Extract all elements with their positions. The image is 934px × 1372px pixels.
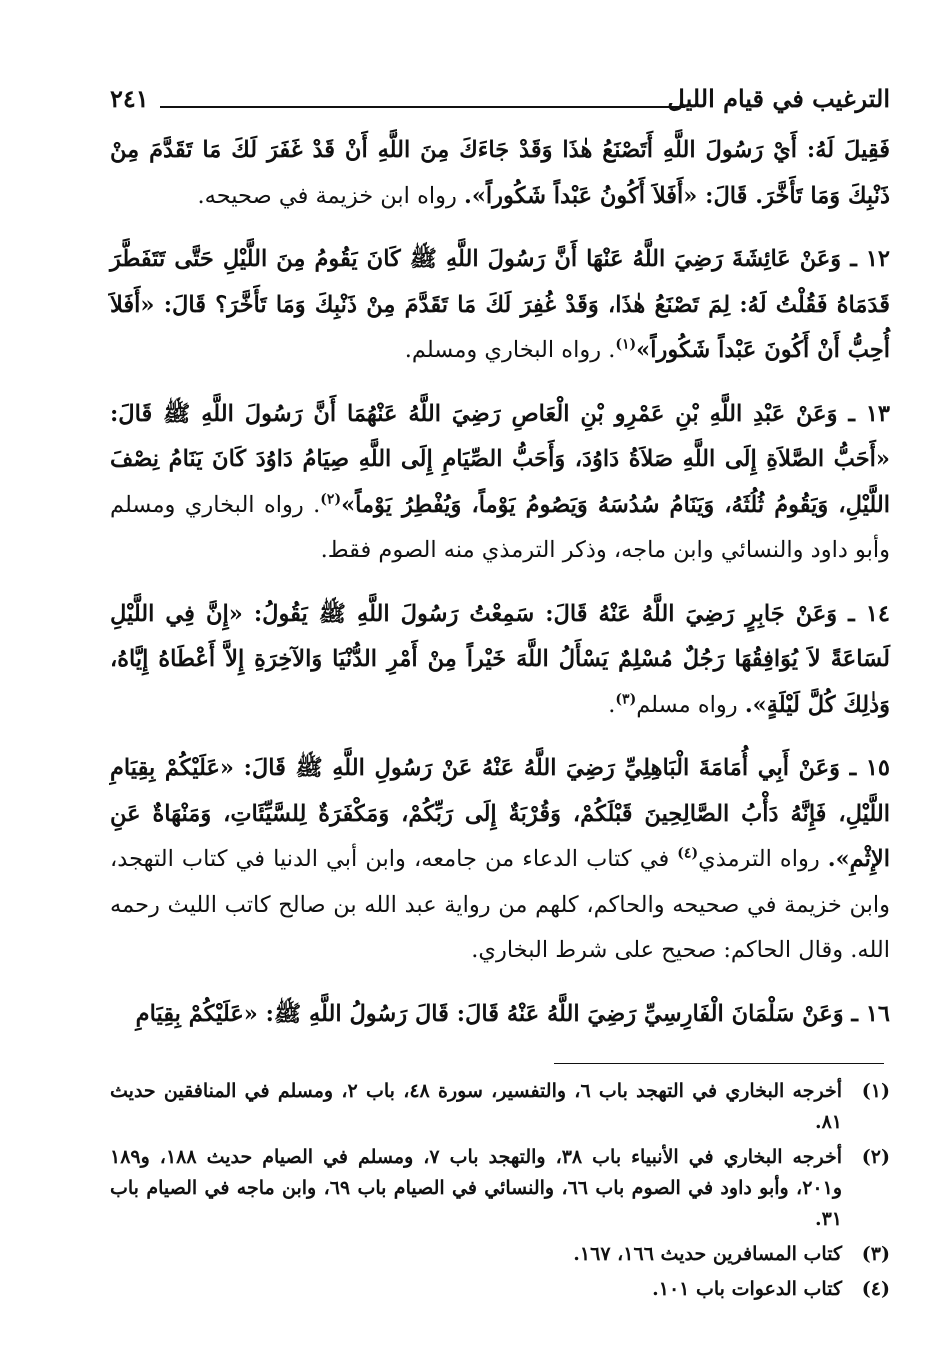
- running-title: الترغيب في قيام الليل: [667, 84, 890, 113]
- footnote-number: (٢): [861, 1146, 890, 1168]
- source-tail: .: [608, 691, 616, 718]
- source-note: رواه الترمذي: [698, 846, 828, 872]
- footnote-item: [110, 1076, 890, 1138]
- page-number: ٢٤١: [110, 84, 149, 113]
- footnote-number: (٤): [861, 1278, 890, 1300]
- footnote-text: كتاب الدعوات باب ١٠١.: [652, 1278, 842, 1300]
- footnote-number: (١): [861, 1080, 890, 1102]
- source-note: . رواه البخاري ومسلم وأبو داود والنسائي وابن ماجه، وذكر الترمذي منه الصوم فقط.: [110, 491, 890, 563]
- hadith-text: ١٤ ـ وَعَنْ جَابِرٍ رَضِيَ اللَّهُ عَنْهُ قَالَ: سَمِعْتُ رَسُولَ اللَّهِ ﷺ يَقُولُ: «إِنَّ فِي اللَّيْلِ لَسَاعَةً لاَ يُوَافِقُهَا رَجُلٌ مُسْلِمٌ يَسْأَلُ اللَّهَ خَيْراً مِنْ أَمْرِ الدُّنْيَا وَالآخِرَةِ إِلاَّ أَعْطَاهُ إِيَّاهُ، وَذٰلِكَ كُلَّ لَيْلَةٍ».: [110, 600, 890, 718]
- footnote-ref[interactable]: (٢): [320, 491, 342, 507]
- footnote-text: كتاب المسافرين حديث ١٦٦، ١٦٧.: [573, 1243, 842, 1265]
- source-tail: في كتاب الدعاء من جامعه، وابن أبي الدنيا في كتاب التهجد، وابن خزيمة في صحيحه والحاكم، كلهم من رواية عبد الله بن صالح كاتب الليث رحمه الله. وقال الحاكم: صحيح على شرط البخاري.: [110, 846, 890, 963]
- footnote-ref[interactable]: (٤): [677, 845, 699, 862]
- paragraph-continuation: [110, 128, 890, 219]
- main-text: [110, 128, 890, 1055]
- footnote-item: [110, 1274, 890, 1305]
- footnote-text: أخرجه البخاري في التهجد باب ٦، والتفسير، سورة ٤٨، باب ٢، ومسلم في المنافقين حديث ٨١.: [110, 1080, 842, 1133]
- footnote-item: [110, 1142, 890, 1235]
- hadith-12: [110, 237, 890, 374]
- footnote-number: (٣): [861, 1243, 890, 1265]
- footnote-separator: [554, 1063, 884, 1064]
- footnote-item: [110, 1239, 890, 1270]
- source-note: . رواه البخاري ومسلم.: [404, 337, 616, 363]
- hadith-13: [110, 392, 890, 574]
- hadith-text: ١٣ ـ وَعَنْ عَبْدِ اللَّهِ بْنِ عَمْرِو بْنِ الْعَاصِ رَضِيَ اللَّهُ عَنْهُمَا أَنَّ رَسُولَ اللَّهِ ﷺ قَالَ: «أَحَبُّ الصَّلاَةِ إِلَى اللَّهِ صَلاَةُ دَاوُدَ، وَأَحَبُّ الصِّيَامِ إِلَى اللَّهِ صِيَامُ دَاوُدَ كَانَ يَنَامُ نِصْفَ اللَّيْلِ، وَيَقُومُ ثُلُثَهُ، وَيَنَامُ سُدُسَهُ وَيَصُومُ يَوْماً، وَيُفْطِرُ يَوْماً»: [110, 400, 890, 518]
- hadith-text: فَقِيلَ لَهُ: أَيْ رَسُولَ اللَّهِ أَتَصْنَعُ هٰذَا وَقَدْ جَاءَكَ مِنَ اللَّهِ أَنْ قَدْ غَفَرَ لَكَ مَا تَقَدَّمَ مِنْ ذَنْبِكَ وَمَا تَأَخَّرَ. قَالَ: «أَفَلاَ أَكُونُ عَبْداً شَكُوراً».: [110, 137, 890, 209]
- running-header: [110, 84, 890, 124]
- hadith-text: ١٢ ـ وَعَنْ عَائِشَةَ رَضِيَ اللَّهُ عَنْهَا أَنَّ رَسُولَ اللَّهِ ﷺ كَانَ يَقُومُ مِنَ اللَّيْلِ حَتَّى تَتَفَطَّرَ قَدَمَاهُ فَقُلْتُ لَهُ: لِمَ تَصْنَعُ هٰذَا، وَقَدْ غُفِرَ لَكَ مَا تَقَدَّمَ مِنْ ذَنْبِكَ وَمَا تَأَخَّرَ؟ قَالَ: «أَفَلاَ أُحِبُّ أَنْ أَكُونَ عَبْداً شَكُوراً»: [110, 246, 890, 363]
- hadith-text: ١٦ ـ وَعَنْ سَلْمَانَ الْفَارِسِيِّ رَضِيَ اللَّهُ عَنْهُ قَالَ: قَالَ رَسُولُ اللَّهِ ﷺ: «عَلَيْكُمْ بِقِيَامِ: [135, 1000, 890, 1027]
- header-rule: [160, 106, 685, 108]
- source-note: رواه مسلم: [636, 691, 745, 718]
- hadith-16: [110, 992, 890, 1038]
- hadith-14: [110, 592, 890, 729]
- footnote-text: أخرجه البخاري في الأنبياء باب ٣٨، والتهجد باب ٧، ومسلم في الصيام حديث ١٨٨، و١٨٩ و٢٠١، وأبو داود في الصوم باب ٦٦، والنسائي في الصيام باب ٦٩، وابن ماجه في الصيام باب ٣١.: [110, 1146, 843, 1230]
- source-note: رواه ابن خزيمة في صحيحه.: [197, 182, 465, 209]
- footnotes: [110, 1076, 890, 1309]
- hadith-text: ١٥ ـ وَعَنْ أَبِي أُمَامَةَ الْبَاهِلِيِّ رَضِيَ اللَّهُ عَنْهُ عَنْ رَسُولِ اللَّهِ ﷺ قَالَ: «عَلَيْكُمْ بِقِيَامِ اللَّيْلِ، فَإِنَّهُ دَأْبُ الصَّالِحِينَ قَبْلَكُمْ، وَقُرْبَةٌ إِلَى رَبِّكُمْ، وَمَكْفَرَةٌ لِلسَّيِّئَاتِ، وَمَنْهَاةٌ عَنِ الإِثْمِ».: [110, 755, 891, 872]
- footnote-ref[interactable]: (٣): [615, 691, 637, 707]
- hadith-15: [110, 746, 890, 974]
- footnote-ref[interactable]: (١): [615, 336, 637, 353]
